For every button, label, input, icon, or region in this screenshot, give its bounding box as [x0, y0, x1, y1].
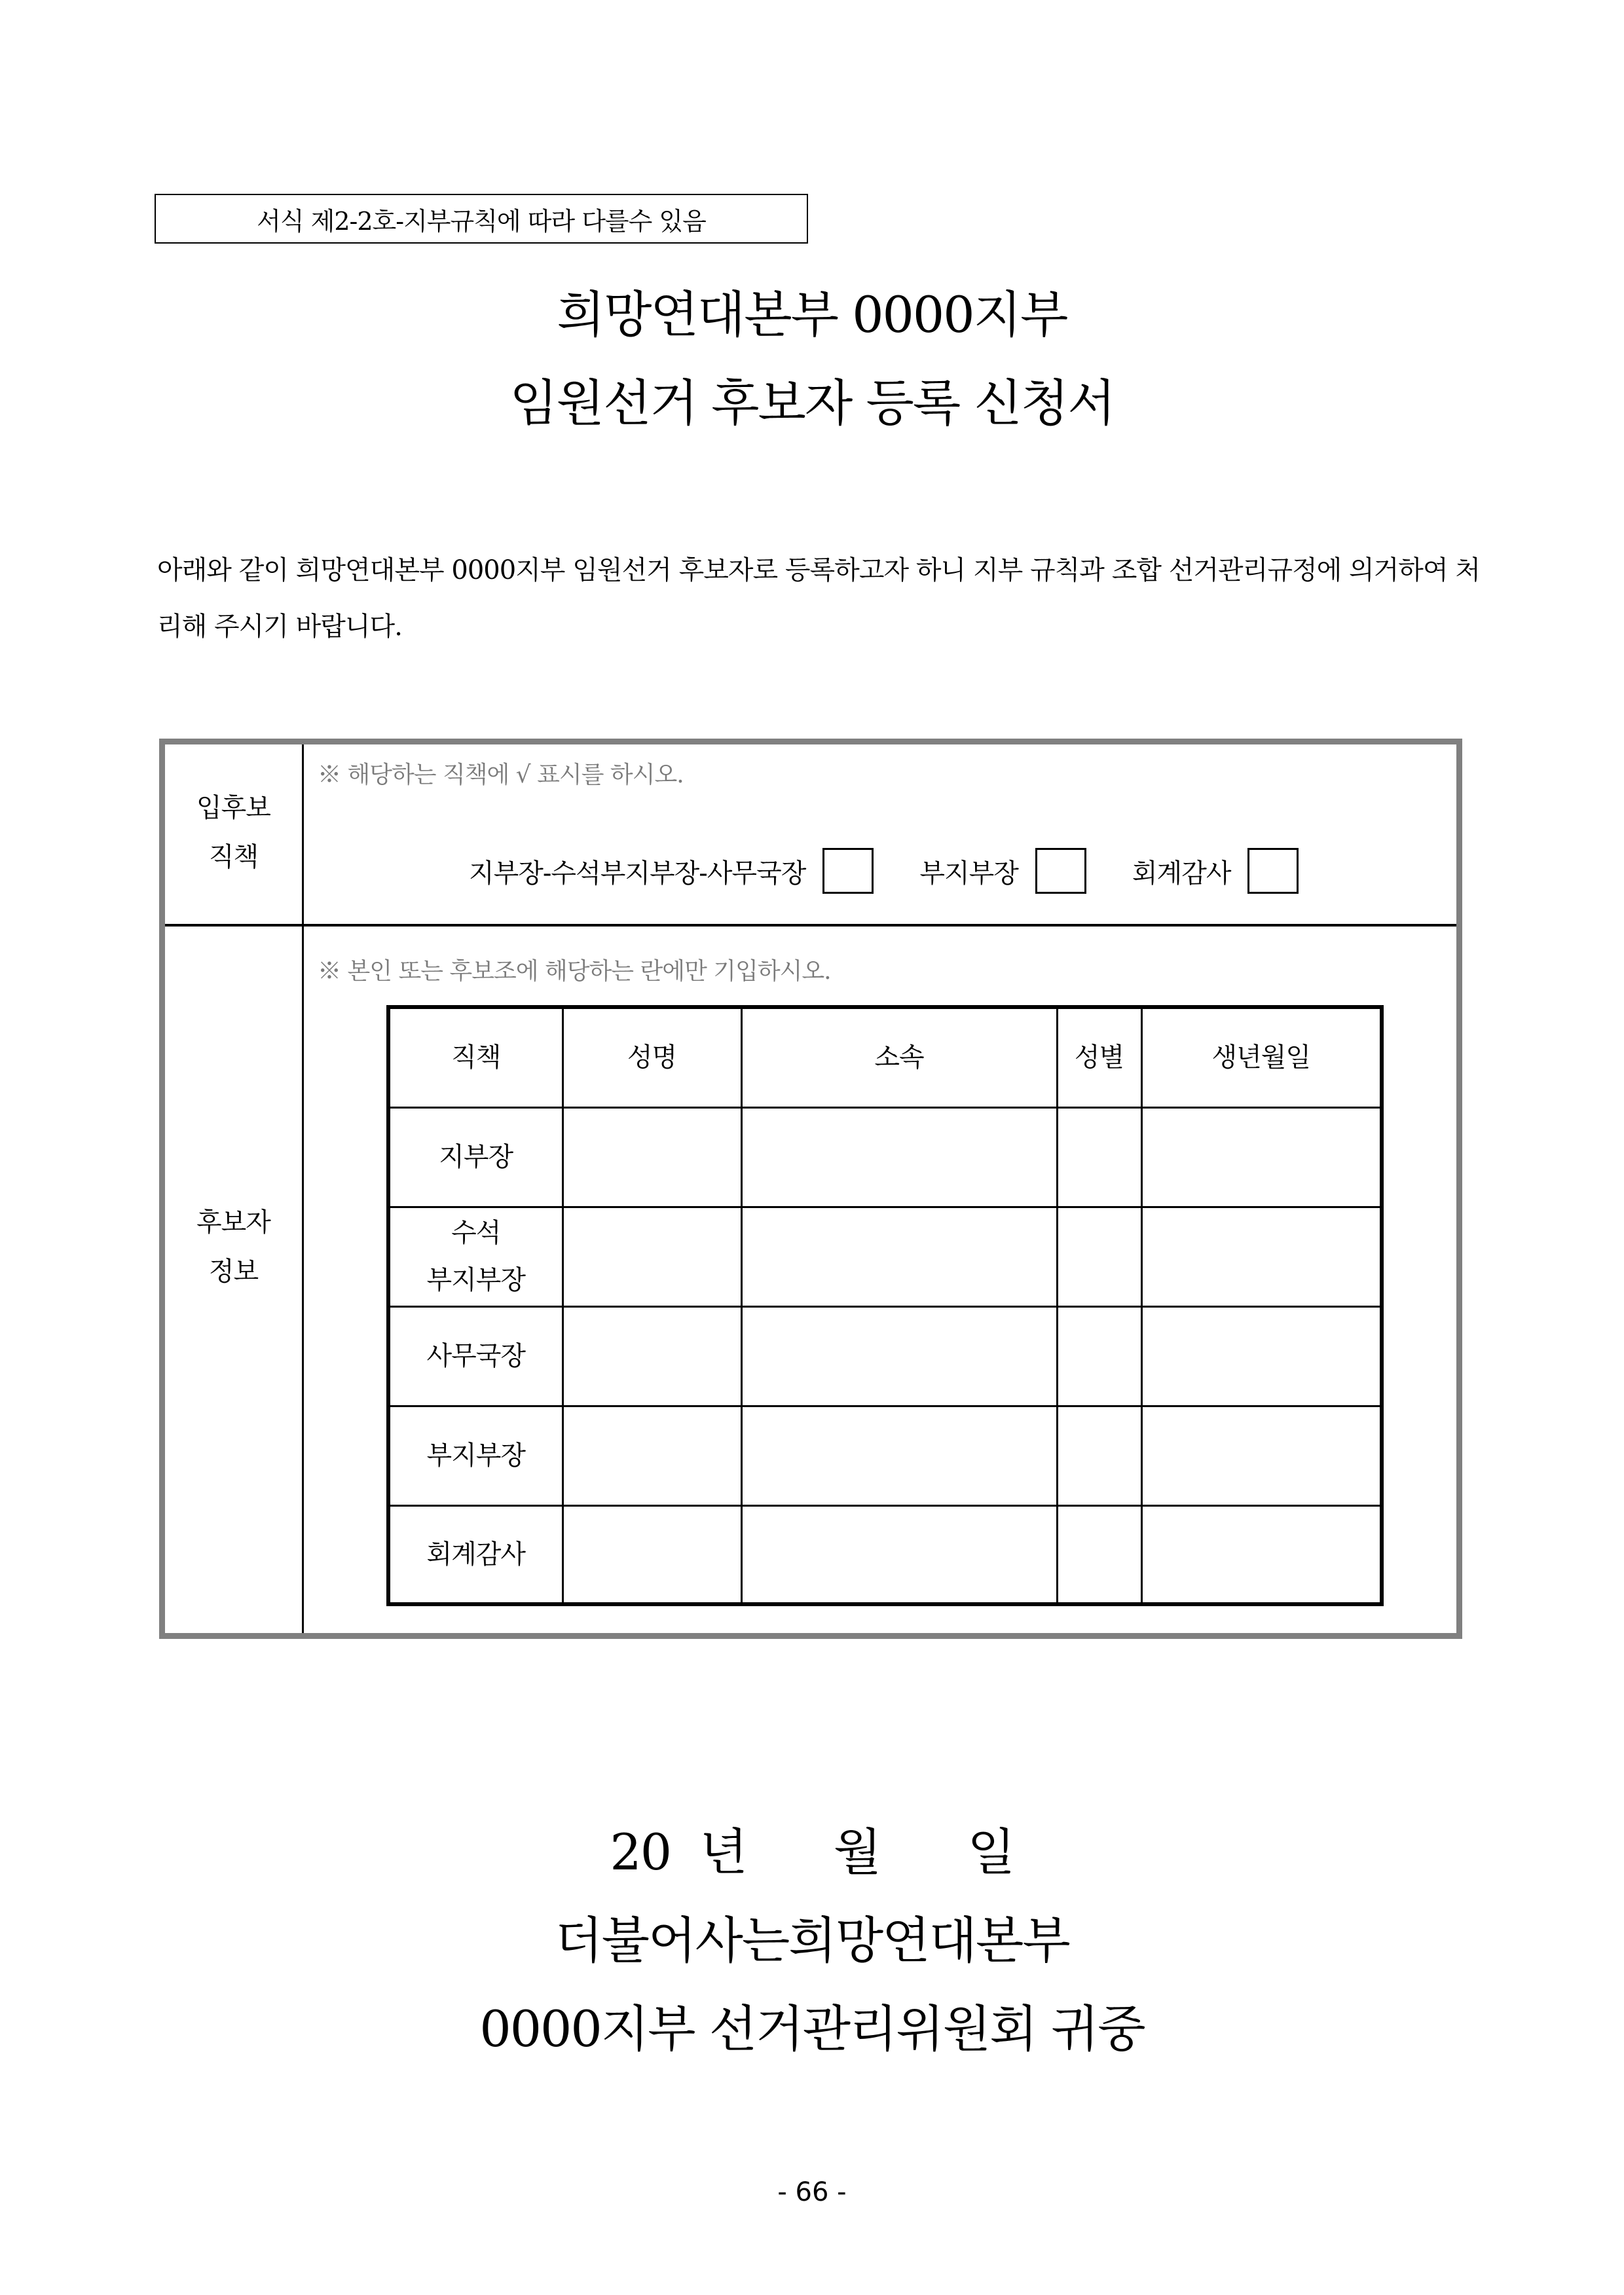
candidate-label-line1: 후보자 — [196, 1207, 270, 1238]
row-position-label: 회계감사 — [388, 1505, 563, 1604]
position-label-line1: 입후보 — [196, 793, 270, 823]
affiliation-input-cell[interactable] — [741, 1406, 1057, 1505]
name-input-cell[interactable] — [563, 1406, 741, 1505]
recipient-committee: 0000지부 선거관리위원회 귀중 — [479, 2000, 1145, 2058]
candidate-instruction-note: ※ 본인 또는 후보조에 해당하는 란에만 기입하시오. — [318, 958, 831, 985]
option-label-vice-chief: 부지부장 — [919, 858, 1018, 889]
row-position-label: 지부장 — [388, 1107, 563, 1207]
position-label-line2: 직책 — [208, 842, 259, 872]
table-row — [388, 1207, 1382, 1306]
candidate-label-line2: 정보 — [208, 1257, 259, 1287]
row-position-label — [388, 1207, 563, 1306]
column-header-position: 직책 — [388, 1007, 563, 1107]
column-header-affiliation: 소속 — [741, 1007, 1057, 1107]
birthdate-input-cell[interactable] — [1141, 1306, 1382, 1406]
birthdate-input-cell[interactable] — [1141, 1207, 1382, 1306]
column-header-birthdate: 생년월일 — [1141, 1007, 1382, 1107]
name-input-cell[interactable] — [563, 1306, 741, 1406]
gender-input-cell[interactable] — [1057, 1107, 1141, 1207]
position-instruction-note: ※ 해당하는 직책에 √ 표시를 하시오. — [318, 762, 684, 788]
name-input-cell[interactable] — [563, 1207, 741, 1306]
table-row — [388, 1107, 1382, 1207]
gender-input-cell[interactable] — [1057, 1406, 1141, 1505]
name-input-cell[interactable] — [563, 1505, 741, 1604]
gender-input-cell[interactable] — [1057, 1306, 1141, 1406]
gender-input-cell[interactable] — [1057, 1207, 1141, 1306]
section-divider — [165, 924, 1456, 927]
position-label-line1: 수석 — [451, 1218, 501, 1248]
table-row — [388, 1505, 1382, 1604]
birthdate-input-cell[interactable] — [1141, 1406, 1382, 1505]
table-row — [388, 1306, 1382, 1406]
affiliation-input-cell[interactable] — [741, 1306, 1057, 1406]
page-number: - 66 - — [777, 2177, 847, 2207]
candidate-info-table — [386, 1005, 1384, 1606]
affiliation-input-cell[interactable] — [741, 1207, 1057, 1306]
gender-input-cell[interactable] — [1057, 1505, 1141, 1604]
document-title-line1: 희망연대본부 0000지부 — [557, 285, 1067, 344]
row-position-label: 부지부장 — [388, 1406, 563, 1505]
position-options — [469, 848, 1299, 894]
label-column-divider — [302, 744, 304, 1633]
affiliation-input-cell[interactable] — [741, 1505, 1057, 1604]
birthdate-input-cell[interactable] — [1141, 1505, 1382, 1604]
document-title-line2: 임원선거 후보자 등록 신청서 — [509, 374, 1115, 432]
name-input-cell[interactable] — [563, 1107, 741, 1207]
position-label-line2: 부지부장 — [426, 1265, 526, 1295]
position-section-label — [165, 784, 302, 882]
column-header-name: 성명 — [563, 1007, 741, 1107]
candidate-section-label — [165, 1198, 302, 1296]
intro-paragraph: 아래와 같이 희망연대본부 0000지부 임원선거 후보자로 등록하고자 하니 지부 규칙과 조합 선거관리규정에 의거하여 처리해 주시기 바랍니다. — [157, 555, 1480, 642]
checkbox-vice-chief[interactable] — [1035, 848, 1086, 894]
organization-name: 더불어사는희망연대본부 — [555, 1911, 1069, 1970]
column-header-gender: 성별 — [1057, 1007, 1141, 1107]
form-number-tag: 서식 제2-2호-지부규칙에 따라 다를수 있음 — [155, 194, 808, 244]
row-position-label: 사무국장 — [388, 1306, 563, 1406]
affiliation-input-cell[interactable] — [741, 1107, 1057, 1207]
date-line: 20 년 월 일 — [610, 1823, 1014, 1881]
table-row — [388, 1406, 1382, 1505]
option-label-chief-group: 지부장-수석부지부장-사무국장 — [469, 858, 806, 889]
checkbox-auditor[interactable] — [1247, 848, 1299, 894]
birthdate-input-cell[interactable] — [1141, 1107, 1382, 1207]
option-label-auditor: 회계감사 — [1132, 858, 1231, 889]
checkbox-chief-group[interactable] — [822, 848, 874, 894]
table-header-row — [388, 1007, 1382, 1107]
